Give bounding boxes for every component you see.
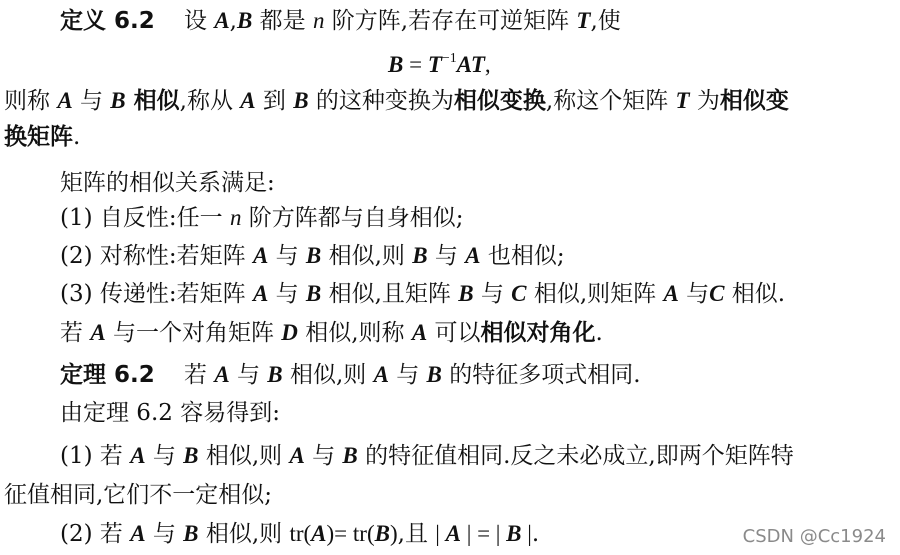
trace-a-close: )=	[326, 521, 353, 546]
text: 的特征值相同.反之未必成立,即两个矩阵特	[357, 443, 794, 469]
text: .	[73, 124, 81, 150]
var-a: A	[130, 443, 146, 468]
text: 都是	[252, 8, 313, 34]
theorem-label: 定理 6.2	[60, 362, 155, 388]
eq-b: B	[388, 52, 404, 77]
text: 与	[72, 88, 111, 114]
var-a: A	[240, 88, 256, 113]
equation	[388, 44, 491, 80]
text: 与	[388, 362, 427, 388]
var-a: A	[445, 521, 461, 546]
trace-b-close: )	[389, 521, 398, 546]
trace-b-open: tr(	[352, 521, 375, 546]
text: 与	[145, 521, 184, 547]
text: 若	[184, 362, 215, 388]
theorem-line	[60, 360, 641, 390]
definition-body-1	[4, 86, 789, 116]
var-b: B	[506, 521, 522, 546]
text: 与一个对角矩阵	[105, 320, 282, 346]
text: (1) 自反性:任一	[60, 205, 230, 231]
text: 与	[427, 243, 466, 269]
text: ,	[229, 8, 237, 34]
var-b: B	[267, 362, 283, 387]
property-reflexive	[60, 203, 464, 233]
corollary-2	[60, 519, 539, 549]
text: 若	[60, 320, 91, 346]
term-similarity-matrix-part2: 换矩阵	[4, 124, 73, 150]
text: 矩阵的相似关系满足:	[60, 170, 275, 196]
var-a: A	[373, 362, 389, 387]
text: 相似,则矩阵	[526, 281, 664, 307]
text: 相似,则	[282, 362, 374, 388]
diagonalizable-line	[60, 318, 603, 348]
det-b-close: |	[521, 521, 532, 546]
text: 由定理 6.2 容易得到:	[60, 400, 280, 426]
text: ,且	[397, 521, 436, 547]
term-similarity-transform: 相似变换	[453, 88, 546, 114]
text: 的特征多项式相同.	[441, 362, 641, 388]
property-symmetric	[60, 241, 565, 271]
text: .	[531, 521, 540, 547]
corollary-1-line2	[4, 480, 272, 510]
text: (1) 若	[60, 443, 131, 469]
var-b: B	[293, 88, 309, 113]
eq-at: AT	[456, 52, 485, 77]
text: ,称这个矩阵	[545, 88, 676, 114]
var-b: B	[236, 8, 253, 33]
var-n: n	[229, 205, 242, 230]
var-t: T	[675, 88, 690, 113]
text: 相似,则	[198, 521, 290, 547]
text: 设	[184, 8, 215, 34]
var-t: T	[576, 8, 591, 33]
text: 相似,且矩阵	[321, 281, 459, 307]
var-a: A	[214, 8, 230, 33]
text: 相似.	[724, 281, 786, 307]
text: ,使	[590, 8, 621, 34]
var-b: B	[426, 362, 442, 387]
properties-intro	[60, 168, 275, 198]
definition-body-2	[4, 122, 80, 152]
text: 相似,则	[321, 243, 413, 269]
var-a: A	[90, 320, 106, 345]
var-a: A	[252, 281, 269, 306]
text: 的这种变换为	[308, 88, 454, 114]
var-a: A	[289, 443, 305, 468]
text: 为	[689, 88, 720, 114]
var-a: A	[311, 521, 327, 546]
trace-a-open: tr(	[289, 521, 312, 546]
text: 与	[145, 443, 184, 469]
term-similarity-matrix-part1: 相似变	[719, 88, 789, 114]
var-a: A	[57, 88, 73, 113]
det-a-open: |	[435, 521, 446, 546]
eq-sign: =	[403, 52, 428, 77]
text: 相似,则称	[297, 320, 412, 346]
text: 与	[304, 443, 343, 469]
det-equality: | = |	[460, 521, 507, 546]
text: ,称从	[179, 88, 241, 114]
var-a: A	[252, 243, 269, 268]
var-b: B	[110, 88, 126, 113]
definition-line	[60, 6, 621, 36]
eq-comma: ,	[484, 52, 491, 77]
eq-t: T	[427, 52, 442, 77]
var-c: C	[709, 281, 725, 306]
corollary-1-line1	[60, 441, 794, 471]
definition-label: 定义 6.2	[60, 8, 155, 34]
var-n: n	[312, 8, 325, 33]
text: 与	[229, 362, 268, 388]
text: 则称	[4, 88, 58, 114]
text: 到	[255, 88, 294, 114]
text: 阶方阵都与自身相似;	[241, 205, 464, 231]
text: 与	[473, 281, 512, 307]
var-a: A	[130, 521, 146, 546]
var-a: A	[663, 281, 679, 306]
var-a: A	[214, 362, 230, 387]
text: .	[595, 320, 603, 346]
text: (3) 传递性:若矩阵	[60, 281, 253, 307]
watermark: CSDN @Cc1924	[742, 526, 886, 547]
eq-superscript: −1	[441, 51, 457, 66]
text: (2) 若	[60, 521, 131, 547]
var-b: B	[183, 443, 199, 468]
text: 与	[678, 281, 710, 307]
term-similar: 相似	[125, 88, 180, 114]
var-c: C	[511, 281, 527, 306]
var-a: A	[465, 243, 481, 268]
term-diagonalizable: 相似对角化	[480, 320, 596, 346]
var-b: B	[374, 521, 390, 546]
var-b: B	[458, 281, 474, 306]
text: 征值相同,它们不一定相似;	[4, 482, 273, 508]
var-d: D	[281, 320, 298, 345]
var-b: B	[412, 243, 428, 268]
var-a: A	[411, 320, 428, 345]
var-b: B	[305, 281, 322, 306]
var-b: B	[183, 521, 199, 546]
text: 与	[268, 243, 306, 269]
text: (2) 对称性:若矩阵	[60, 243, 253, 269]
var-b: B	[342, 443, 358, 468]
text: 相似,则	[198, 443, 290, 469]
var-b: B	[305, 243, 322, 268]
text: 也相似;	[480, 243, 565, 269]
text: 可以	[427, 320, 481, 346]
property-transitive	[60, 279, 785, 309]
text: 阶方阵,若存在可逆矩阵	[324, 8, 577, 34]
corollary-intro	[60, 398, 280, 428]
text: 与	[268, 281, 306, 307]
